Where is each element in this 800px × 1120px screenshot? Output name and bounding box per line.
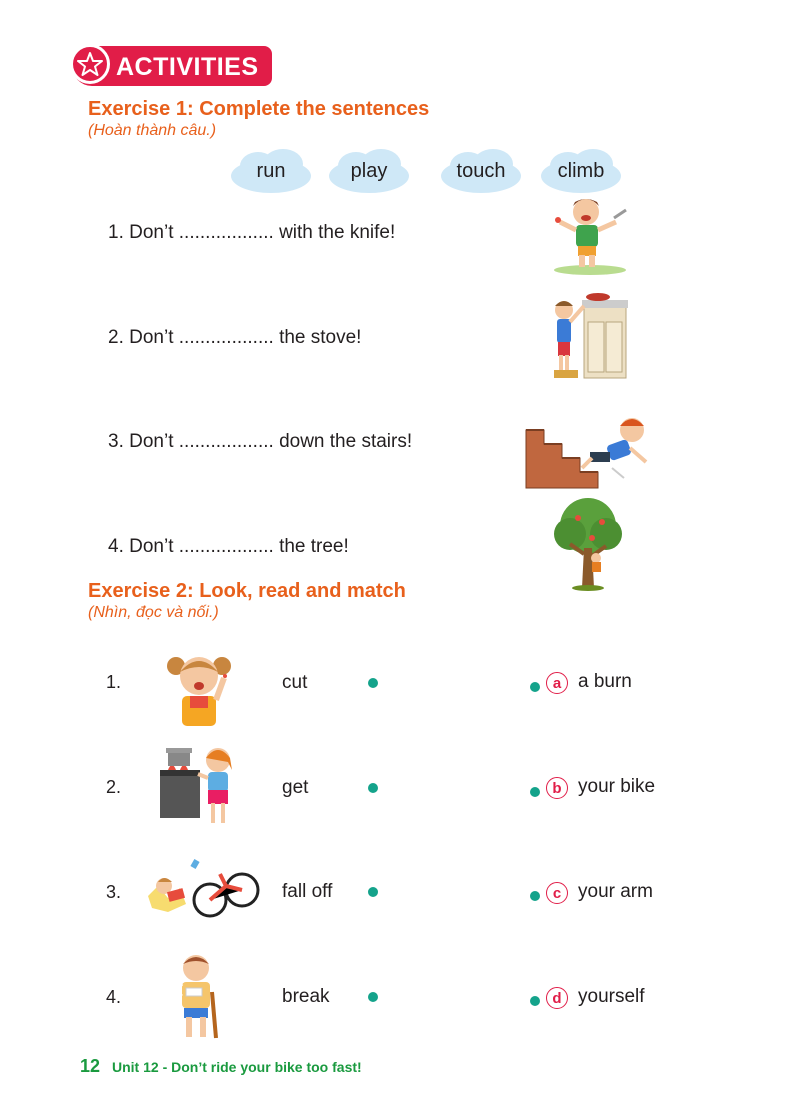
match-answer: a burn — [578, 671, 632, 692]
match-dot-right[interactable] — [530, 787, 540, 797]
sentence-text: Don’t .................. down the stairs! — [129, 431, 413, 452]
girl-cut-finger-picture — [164, 648, 234, 733]
unit-title: Unit 12 - Don’t ride your bike too fast! — [112, 1059, 362, 1075]
sentence-number: 2. — [108, 327, 124, 348]
match-dot-left[interactable] — [368, 887, 378, 897]
match-dot-right[interactable] — [530, 682, 540, 692]
match-word: get — [282, 777, 309, 798]
match-number: 1. — [106, 672, 122, 692]
sentence-text: Don’t .................. the tree! — [129, 536, 349, 557]
match-number: 3. — [106, 882, 122, 902]
match-word: fall off — [282, 881, 333, 902]
match-letter: c — [546, 882, 568, 904]
sentence-number: 1. — [108, 222, 124, 243]
word-cloud — [438, 146, 524, 196]
word-climb: climb — [557, 160, 605, 182]
match-word: break — [282, 986, 330, 1007]
girl-near-stove-picture — [158, 740, 238, 837]
sentence-text: Don’t .................. the stove! — [129, 327, 362, 348]
sentence-text: Don’t .................. with the knife! — [129, 222, 396, 243]
boy-broken-arm-picture — [168, 952, 224, 1045]
match-number: 2. — [106, 777, 122, 797]
sentence-number: 3. — [108, 431, 124, 452]
exercise1-subtitle: (Hoàn thành câu.) — [88, 122, 217, 139]
word-cloud — [228, 146, 314, 196]
match-dot-left[interactable] — [368, 992, 378, 1002]
exercise2-title: Exercise 2: Look, read and match — [88, 580, 406, 602]
boy-falling-stairs-picture — [522, 408, 656, 497]
exercise2-subtitle: (Nhìn, đọc và nối.) — [88, 604, 219, 621]
match-dot-left[interactable] — [368, 678, 378, 688]
page-number: 12 — [80, 1056, 101, 1076]
sentence-item — [108, 536, 349, 558]
word-cloud — [326, 146, 412, 196]
match-word: cut — [282, 672, 308, 693]
match-letter: d — [546, 987, 568, 1009]
word-play: play — [350, 160, 388, 182]
activities-title: ACTIVITIES — [116, 53, 259, 81]
sentence-item — [108, 431, 412, 453]
match-answer: your arm — [578, 881, 653, 902]
match-dot-left[interactable] — [368, 783, 378, 793]
sentence-item — [108, 327, 361, 349]
word-cloud — [538, 146, 624, 196]
match-letter: b — [546, 777, 568, 799]
boy-touching-stove-picture — [548, 292, 628, 387]
sentence-number: 4. — [108, 536, 124, 557]
boy-climbing-tree-picture — [548, 496, 628, 597]
word-touch: touch — [456, 160, 506, 182]
match-number: 4. — [106, 987, 122, 1007]
sentence-item — [108, 222, 395, 244]
star-icon — [70, 44, 110, 84]
match-answer: your bike — [578, 776, 656, 797]
match-letter: a — [546, 672, 568, 694]
boy-with-knife-picture — [550, 192, 630, 281]
match-dot-right[interactable] — [530, 996, 540, 1006]
word-run: run — [256, 160, 286, 182]
match-answer: yourself — [578, 986, 645, 1007]
girl-falling-bike-picture — [138, 856, 262, 925]
match-dot-right[interactable] — [530, 891, 540, 901]
exercise1-title: Exercise 1: Complete the sentences — [88, 98, 430, 120]
